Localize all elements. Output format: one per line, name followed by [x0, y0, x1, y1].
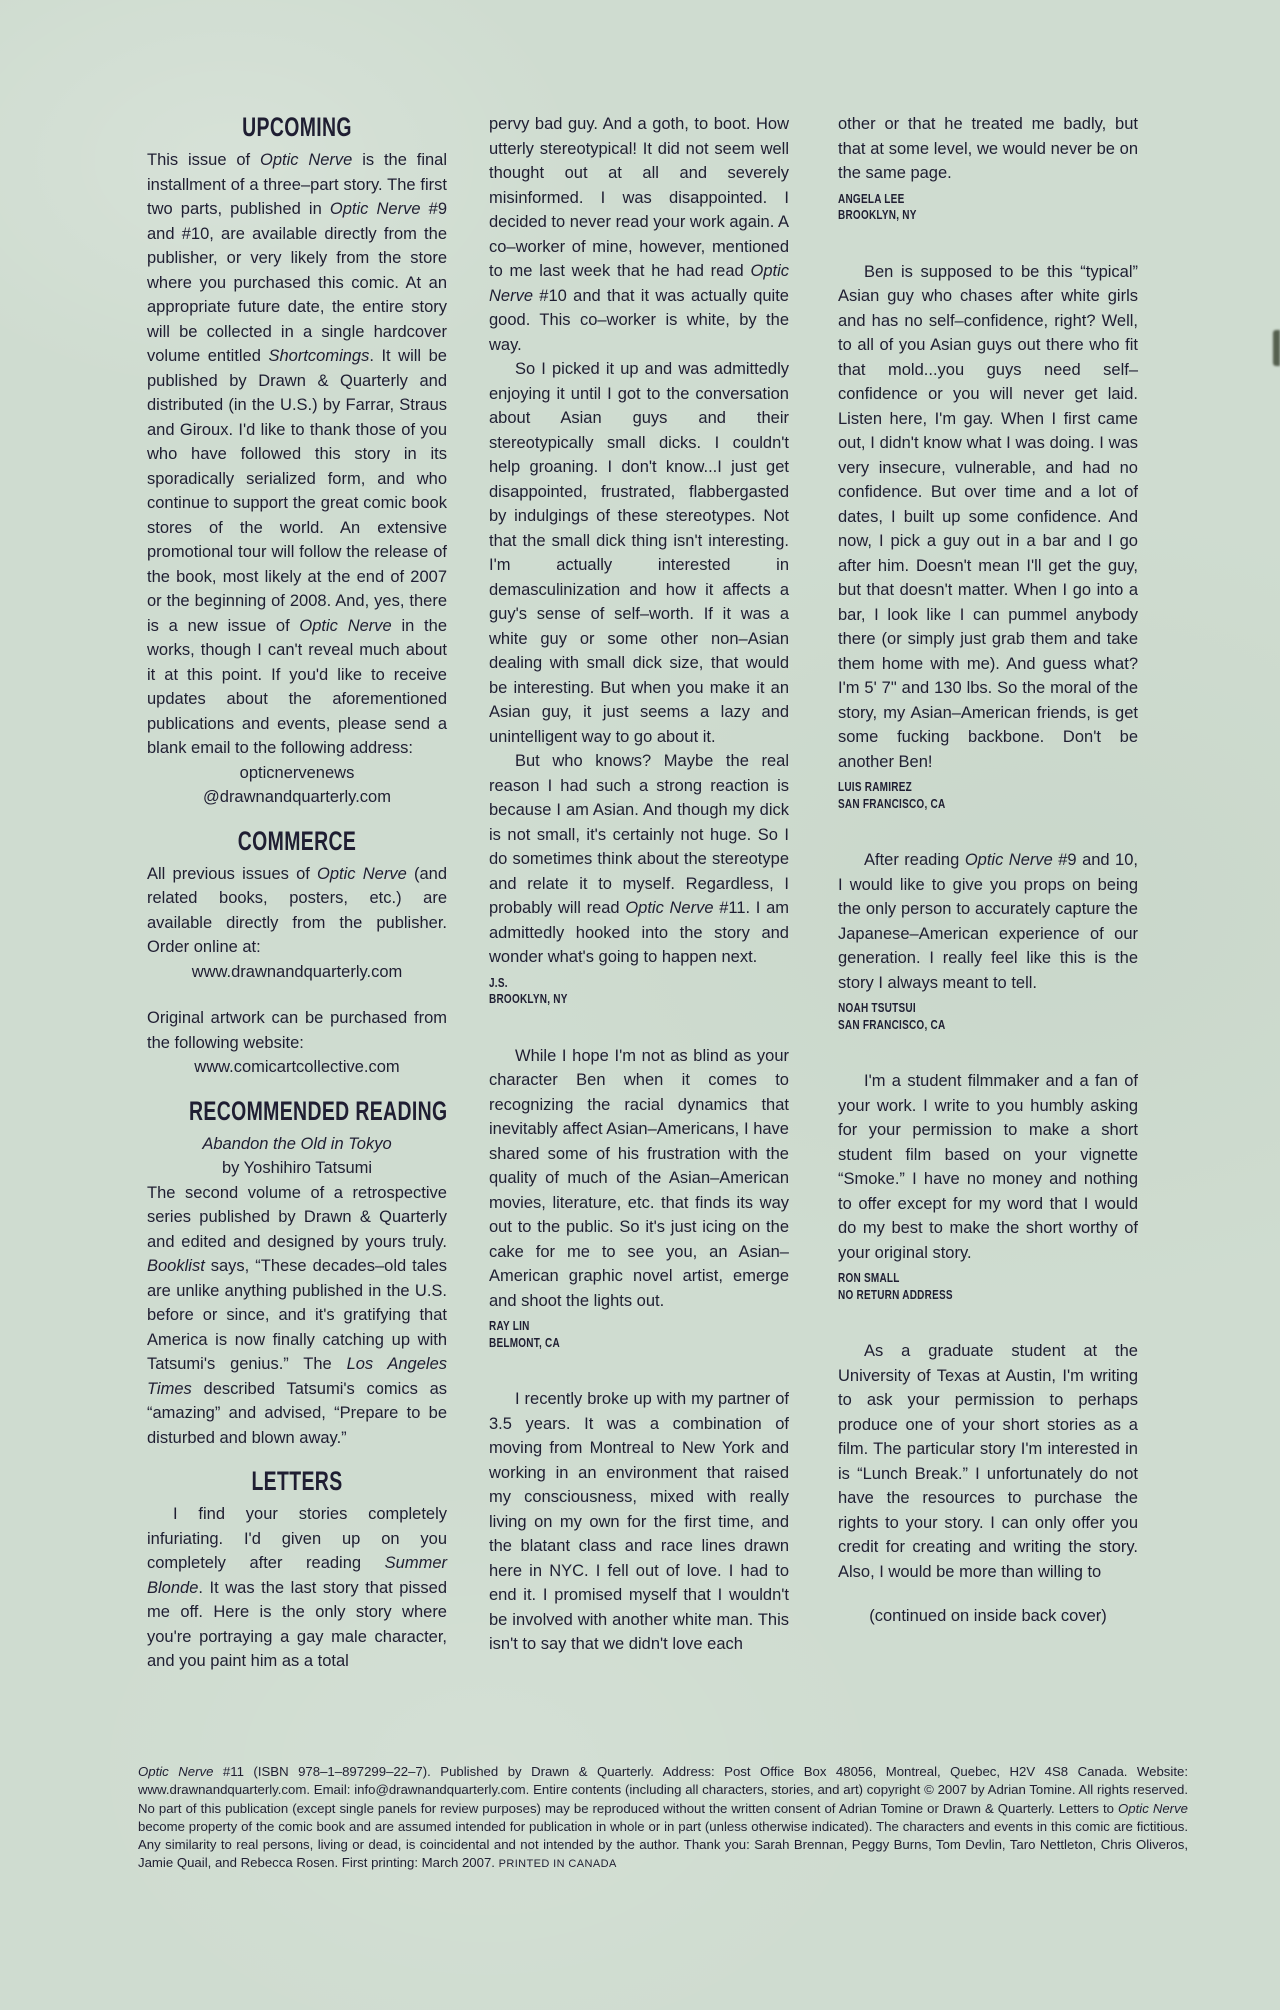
center-line [147, 761, 447, 786]
section-heading-recommended-reading: RECOMMENDED READING [189, 1095, 448, 1126]
italic-text-run: Optic Nerve [317, 864, 407, 883]
spacer [147, 984, 447, 1006]
center-line [147, 960, 447, 985]
scan-artifact-right-edge [1273, 330, 1280, 366]
text-run: is the final installment of a three–part story. The first two parts, published in [147, 151, 448, 218]
italic-text-run: Optic Nerve [1118, 1800, 1188, 1816]
text-run: . It was the last story that pissed me off. Here is the only story where you're portraying a gay male character, and you paint him as a total [147, 1578, 447, 1670]
text-run: All previous issues of [147, 864, 318, 883]
text-run: other or that he treated me badly, but that at some level, we would never be on the same page. [838, 115, 1138, 182]
text-run: #9 and #10, are available directly from the publisher, or very likely from the store where you purchased this comic. At an appropriate future date, the entire story will be collected in a single hardcover volume entitled [147, 200, 447, 365]
text-run: The second volume of a retrospective series published by Drawn & Quarterly and edited and designed by yours truly. [147, 1183, 447, 1251]
text-run: . It will be published by Drawn & Quarterly and distributed (in the U.S.) by Farrar, Straus and Giroux. I'd like to thank those of you who have followed this story in its sporadically serialized form, and who continue to support the great comic book stores of the world. An extensive promotional tour will follow the release of the book, most likely at the end of 2007 or the beginning of 2008. And, yes, there is a new issue of [147, 347, 447, 635]
paragraph [838, 848, 1138, 995]
text-run: I'm a student filmmaker and a fan of your work. I write to you humbly asking for your permission to make a short student film based on your vignette “Smoke.” I have no money and nothing to offer except for my word that I would do my best to make the short worthy of your original story. [838, 1072, 1138, 1262]
signature-line: J.S. [489, 975, 508, 990]
text-run: (continued on inside back cover) [869, 1607, 1107, 1625]
signature-line: BROOKLYN, NY [489, 992, 568, 1006]
signature-line: LUIS RAMIREZ [838, 780, 912, 794]
letter-signature [489, 1318, 729, 1351]
italic-text-run: Optic Nerve [259, 151, 353, 169]
text-run: by Yoshihiro Tatsumi [221, 1159, 373, 1177]
text-run: Ben is supposed to be this “typical” Asian guy who chases after white girls and has no self–confidence, right? Well, to all of you Asian guys out there who fit that mold...you guys need self–confidence or you will never get laid. Listen here, I'm gay. When I first came out, I didn't know what I was doing. I was very insecure, vulnerable, and had no confidence. But over time and a lot of dates, I built up some confidence. And now, I pick a guy out in a bar and I go after him. Doesn't mean I'll get the guy, but that doesn't matter. When I go into a bar, I look like I can pummel anybody there (or simply just grab them and take them home with me). And guess what? I'm 5' 7" and 130 lbs. So the moral of the story, my Asian–American friends, is get some fucking backbone. Don't be another Ben! [838, 262, 1138, 771]
paragraph [489, 357, 789, 749]
text-run: So I picked it up and was admittedly enjoying it until I got to the conversation about Asian guys and their stereotypically small dicks. I couldn't help groaning. I don't know...I just get disappointed, frustrated, flabbergasted by indulgings of these stereotypes. Not that the small dick thing isn't interesting. I'm actually interested in demasculinization and how it affects a guy's sense of self–worth. If it was a white guy or some other non–Asian dealing with small dick size, that would be interesting. But when you make it an Asian guy, it just seems a lazy and unintelligent way to go about it. [489, 360, 789, 746]
paragraph [838, 112, 1138, 186]
spacer [838, 1584, 1138, 1604]
text-run: Original artwork can be purchased from the following website: [147, 1009, 447, 1052]
letter-signature [838, 1000, 1078, 1033]
text-run: #11 (ISBN 978–1–897299–22–7). Published by Drawn & Quarterly. Address: Post Office Box 48056, Montreal, Quebec, H2V 4S8 Canada. Website: www.drawnandquarterly.com. Email: info@drawnandquarterly.com. Entire contents (including all characters, stories, and art) copyright © 2007 by Adrian Tomine. All rights reserved. No part of this publication (except single panels for review purposes) may be reproduced without the written consent of Adrian Tomine or Drawn & Quarterly. Letters to [138, 1764, 1188, 1816]
italic-text-run: Optic Nerve [138, 1764, 214, 1779]
text-run: says, “These decades–old tales are unlike anything published in the U.S. before or since, and it's gratifying that America is now finally catching up with Tatsumi's genius.” The [147, 1257, 447, 1373]
text-run: become property of the comic book and are assumed intended for publication in whole or in part (unless otherwise indicated). The characters and events in this comic are fictitious. Any similarity to real persons, living or dead, is coincidental and not intended by the author. Thank you: Sarah Brennan, Peggy Burns, Tom Devlin, Taro Nettleton, Chris Oliveros, Jamie Quail, and Rebecca Rosen. First printing: March 2007. [138, 1818, 1188, 1871]
italic-text-run: Optic Nerve [625, 899, 714, 917]
column-2 [489, 112, 789, 1657]
text-run: pervy bad guy. And a goth, to boot. How utterly stereotypical! It did not seem well thought out at all and severely misinformed. I was disappointed. I decided to never read your work again. A co–worker of mine, however, mentioned to me last week that he had read [489, 115, 789, 280]
italic-text-run: Abandon the Old in Tokyo [202, 1134, 392, 1153]
text-run: #9 and 10, I would like to give you props on being the only person to accurately capture the Japanese–American experience of our generation. I really feel like this is the story I always meant to tell. [838, 851, 1138, 992]
paragraph [838, 1339, 1138, 1584]
paragraph [838, 1069, 1138, 1265]
text-run: www.comicartcollective.com [194, 1058, 400, 1076]
signature-line: SAN FRANCISCO, CA [838, 796, 946, 811]
text-run: #11. I am admittedly hooked into the story and wonder what's going to happen next. [489, 899, 789, 966]
text-run: opticnervenews [239, 763, 355, 782]
paragraph [489, 749, 789, 970]
paragraph [147, 862, 447, 960]
signature-line: BROOKLYN, NY [838, 208, 917, 222]
center-line [147, 785, 447, 810]
text-run: But who knows? Maybe the real reason I had such a strong reaction is because I am Asian. And though my dick is not small, it's certainly not huge. So I do sometimes think about the stereotype and relate it to myself. Regardless, I probably will read [489, 752, 789, 917]
letter-signature [838, 779, 1078, 812]
column-1 [147, 112, 447, 1674]
italic-text-run: Shortcomings [268, 347, 370, 365]
paragraph [147, 1006, 447, 1055]
center-line [838, 1604, 1138, 1629]
letter-signature [838, 1270, 1078, 1303]
paragraph [489, 1387, 789, 1657]
italic-text-run: Optic Nerve [964, 851, 1053, 869]
italic-text-run: Summer Blonde [147, 1554, 447, 1597]
text-run: #10 and that it was actually quite good. This co–worker is white, by the way. [489, 286, 789, 354]
italic-text-run: Optic Nerve [489, 262, 789, 305]
footer-colophon [138, 1763, 1188, 1874]
signature-line: ANGELA LEE [838, 191, 905, 206]
center-line [147, 1156, 447, 1181]
section-heading-upcoming: UPCOMING [242, 112, 352, 142]
signature-line: RON SMALL [838, 1271, 900, 1285]
text-run: in the works, though I can't reveal much about it at this point. If you'd like to receive updates about the aforementioned publications and events, please send a blank email to the following address: [147, 616, 447, 757]
text-run: I find your stories completely infuriating. I'd given up on you completely after reading [147, 1505, 447, 1572]
italic-text-run: Optic Nerve [299, 616, 392, 635]
text-run: As a graduate student at the University of Texas at Austin, I'm writing to ask your permission to perhaps produce one of your short stories as a film. The particular story I'm interested in is “Lunch Break.” I unfortunately do not have the resources to purchase the rights to your story. I can only offer you credit for creating and writing the story. Also, I would be more than willing to [838, 1342, 1138, 1581]
text-run: This issue of [147, 151, 260, 169]
letter-signature [489, 975, 729, 1008]
signature-line: NO RETURN ADDRESS [838, 1287, 953, 1302]
text-run: described Tatsumi's comics as “amazing” and advised, “Prepare to be disturbed and blown away.” [147, 1379, 447, 1447]
section-heading-commerce: COMMERCE [237, 825, 357, 856]
signature-line: SAN FRANCISCO, CA [838, 1017, 946, 1032]
italic-text-run: Booklist [147, 1257, 205, 1275]
column-3 [838, 112, 1138, 1629]
signature-line: RAY LIN [489, 1319, 530, 1333]
letter-signature [838, 191, 1078, 224]
paragraph [147, 148, 447, 761]
paragraph [147, 1502, 447, 1674]
center-line [147, 1132, 447, 1157]
text-run: After reading [864, 851, 965, 869]
text-run: @drawnandquarterly.com [203, 788, 391, 806]
section-heading-letters: LETTERS [251, 1466, 343, 1496]
italic-text-run: Los Angeles Times [147, 1355, 448, 1398]
text-run: www.drawnandquarterly.com [191, 962, 403, 981]
signature-line: BELMONT, CA [489, 1335, 560, 1350]
center-line [147, 1055, 447, 1080]
text-run: (and related books, posters, etc.) are available directly from the publisher. Order online at: [147, 864, 448, 956]
paragraph [489, 112, 789, 357]
paragraph [838, 260, 1138, 775]
smallcaps-text-run: PRINTED IN CANADA [498, 1858, 617, 1871]
signature-line: NOAH TSUTSUI [838, 1001, 916, 1015]
text-run: I recently broke up with my partner of 3.5 years. It was a combination of moving from Montreal to New York and working in an environment that raised my consciousness, mixed with really living on my own for the first time, and the blatant class and race lines drawn here in NYC. I fell out of love. I had to end it. I promised myself that I wouldn't be involved with another white man. This isn't to say that we didn't love each [489, 1390, 789, 1653]
text-run: While I hope I'm not as blind as your character Ben when it comes to recognizing the racial dynamics that inevitably affect Asian–Americans, I have shared some of his frustration with the quality of much of the Asian–American movies, literature, etc. that finds its way out to the public. So it's just icing on the cake for me to see you, an Asian–American graphic novel artist, emerge and shoot the lights out. [489, 1046, 789, 1310]
italic-text-run: Optic Nerve [329, 200, 421, 218]
paragraph [147, 1181, 447, 1451]
paragraph [489, 1044, 789, 1314]
